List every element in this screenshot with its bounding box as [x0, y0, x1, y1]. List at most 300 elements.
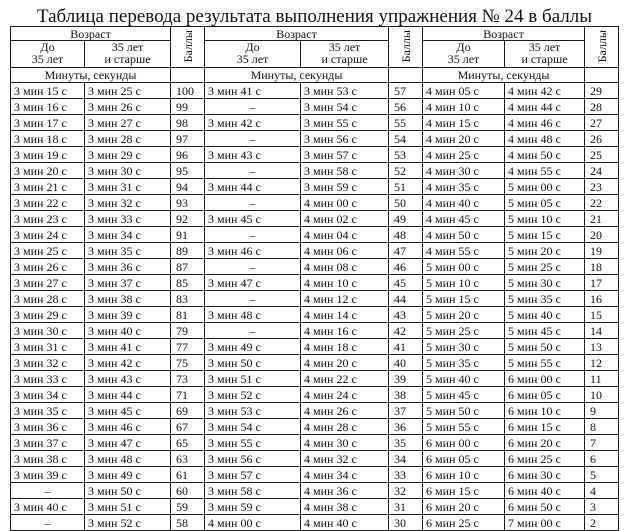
time-over-35-cell: 3 мин 44 с — [85, 387, 171, 403]
table-row — [11, 259, 205, 275]
table-row — [205, 387, 423, 403]
under-35-header-line2: 35 лет — [447, 52, 480, 66]
time-over-35-cell: 3 мин 35 с — [85, 243, 171, 259]
time-under-35-cell: 3 мин 19 с — [11, 147, 85, 163]
points-cell: 57 — [389, 83, 423, 99]
time-under-35-cell: 4 мин 35 с — [423, 179, 505, 195]
score-table-block-1 — [10, 26, 205, 531]
points-cell: 29 — [585, 83, 619, 99]
points-cell: 15 — [585, 307, 619, 323]
table-row — [205, 147, 423, 163]
points-cell: 18 — [585, 259, 619, 275]
time-over-35-cell: 4 мин 40 с — [301, 515, 389, 531]
points-cell: 37 — [389, 403, 423, 419]
table-row — [423, 419, 619, 435]
points-cell: 43 — [389, 307, 423, 323]
time-over-35-cell: 4 мин 12 с — [301, 291, 389, 307]
points-cell: 67 — [171, 419, 205, 435]
time-under-35-cell: – — [205, 99, 301, 115]
points-cell: 2 — [585, 515, 619, 531]
points-cell: 45 — [389, 275, 423, 291]
table-row — [205, 483, 423, 499]
time-under-35-cell: – — [205, 131, 301, 147]
points-cell: 91 — [171, 227, 205, 243]
points-cell: 26 — [585, 131, 619, 147]
time-under-35-cell: 5 мин 40 с — [423, 371, 505, 387]
time-over-35-cell: 3 мин 54 с — [301, 99, 389, 115]
time-under-35-cell: 3 мин 39 с — [11, 467, 85, 483]
time-over-35-cell: 4 мин 38 с — [301, 499, 389, 515]
time-over-35-cell: 5 мин 35 с — [505, 291, 585, 307]
over-35-header — [301, 41, 389, 68]
time-over-35-cell: 3 мин 47 с — [85, 435, 171, 451]
points-cell: 85 — [171, 275, 205, 291]
table-row — [423, 115, 619, 131]
points-cell: 22 — [585, 195, 619, 211]
points-cell: 95 — [171, 163, 205, 179]
table-row — [423, 147, 619, 163]
points-cell: 50 — [389, 195, 423, 211]
time-under-35-cell: 3 мин 28 с — [11, 291, 85, 307]
time-over-35-cell: 4 мин 44 с — [505, 99, 585, 115]
time-over-35-cell: 3 мин 56 с — [301, 131, 389, 147]
time-over-35-cell: 4 мин 02 с — [301, 211, 389, 227]
points-cell: 17 — [585, 275, 619, 291]
time-over-35-cell: 3 мин 27 с — [85, 115, 171, 131]
over-35-header-line2: и старше — [521, 52, 568, 66]
table-row — [423, 211, 619, 227]
time-under-35-cell: 5 мин 00 с — [423, 259, 505, 275]
time-under-35-cell: 4 мин 15 с — [423, 115, 505, 131]
points-cell: 54 — [389, 131, 423, 147]
header-row-units — [423, 68, 619, 83]
points-cell: 48 — [389, 227, 423, 243]
time-under-35-cell: 3 мин 47 с — [205, 275, 301, 291]
points-cell: 31 — [389, 499, 423, 515]
table-row — [205, 339, 423, 355]
time-under-35-cell: 4 мин 05 с — [423, 83, 505, 99]
time-under-35-cell: 3 мин 34 с — [11, 387, 85, 403]
time-under-35-cell: 3 мин 29 с — [11, 307, 85, 323]
header-row-age — [11, 27, 205, 41]
time-over-35-cell: 3 мин 39 с — [85, 307, 171, 323]
time-under-35-cell: 5 мин 20 с — [423, 307, 505, 323]
table-row — [423, 371, 619, 387]
time-over-35-cell: 4 мин 26 с — [301, 403, 389, 419]
table-row — [423, 163, 619, 179]
time-under-35-cell: 4 мин 25 с — [423, 147, 505, 163]
over-35-header-line1: 35 лет — [528, 40, 561, 54]
time-over-35-cell: 6 мин 20 с — [505, 435, 585, 451]
time-over-35-cell: 3 мин 43 с — [85, 371, 171, 387]
time-under-35-cell: 3 мин 37 с — [11, 435, 85, 451]
table-row — [11, 515, 205, 531]
points-cell: 51 — [389, 179, 423, 195]
time-under-35-cell: 3 мин 59 с — [205, 499, 301, 515]
points-cell: 16 — [585, 291, 619, 307]
time-over-35-cell: 6 мин 00 с — [505, 371, 585, 387]
table-row — [11, 451, 205, 467]
time-under-35-cell: 3 мин 21 с — [11, 179, 85, 195]
time-under-35-cell: 3 мин 54 с — [205, 419, 301, 435]
time-over-35-cell: 4 мин 20 с — [301, 355, 389, 371]
age-header: Возраст — [11, 27, 171, 41]
points-cell: 19 — [585, 243, 619, 259]
points-cell: 79 — [171, 323, 205, 339]
time-over-35-cell: 3 мин 31 с — [85, 179, 171, 195]
time-under-35-cell: 3 мин 15 с — [11, 83, 85, 99]
table-row — [423, 291, 619, 307]
time-over-35-cell: 4 мин 18 с — [301, 339, 389, 355]
time-under-35-cell: 6 мин 20 с — [423, 499, 505, 515]
points-cell: 55 — [389, 115, 423, 131]
points-cell: 49 — [389, 211, 423, 227]
time-under-35-cell: 3 мин 51 с — [205, 371, 301, 387]
time-under-35-cell: 3 мин 58 с — [205, 483, 301, 499]
time-over-35-cell: 3 мин 46 с — [85, 419, 171, 435]
time-over-35-cell: 7 мин 00 с — [505, 515, 585, 531]
time-under-35-cell: 3 мин 27 с — [11, 275, 85, 291]
time-over-35-cell: 6 мин 40 с — [505, 483, 585, 499]
points-cell: 20 — [585, 227, 619, 243]
time-under-35-cell: 3 мин 50 с — [205, 355, 301, 371]
points-cell: 25 — [585, 147, 619, 163]
time-over-35-cell: 6 мин 50 с — [505, 499, 585, 515]
points-cell: 32 — [389, 483, 423, 499]
table-row — [423, 83, 619, 99]
table-row — [11, 435, 205, 451]
time-under-35-cell: 3 мин 53 с — [205, 403, 301, 419]
table-row — [205, 179, 423, 195]
table-row — [205, 323, 423, 339]
time-over-35-cell: 4 мин 42 с — [505, 83, 585, 99]
time-under-35-cell: – — [205, 291, 301, 307]
time-under-35-cell: 3 мин 56 с — [205, 451, 301, 467]
time-under-35-cell: 3 мин 55 с — [205, 435, 301, 451]
time-under-35-cell: 3 мин 23 с — [11, 211, 85, 227]
over-35-header — [505, 41, 585, 68]
table-row — [205, 131, 423, 147]
points-cell: 24 — [585, 163, 619, 179]
table-row — [205, 371, 423, 387]
time-under-35-cell: 3 мин 25 с — [11, 243, 85, 259]
table-row — [11, 323, 205, 339]
time-over-35-cell: 3 мин 29 с — [85, 147, 171, 163]
time-under-35-cell: 5 мин 15 с — [423, 291, 505, 307]
table-row — [423, 355, 619, 371]
time-under-35-cell: 3 мин 26 с — [11, 259, 85, 275]
time-over-35-cell: 5 мин 30 с — [505, 275, 585, 291]
points-cell: 56 — [389, 99, 423, 115]
table-row — [11, 227, 205, 243]
time-over-35-cell: 4 мин 30 с — [301, 435, 389, 451]
time-under-35-cell: 5 мин 50 с — [423, 403, 505, 419]
points-cell: 97 — [171, 131, 205, 147]
time-under-35-cell: 3 мин 48 с — [205, 307, 301, 323]
time-over-35-cell: 5 мин 00 с — [505, 179, 585, 195]
under-35-header-line1: До — [456, 40, 471, 54]
time-over-35-cell: 6 мин 25 с — [505, 451, 585, 467]
table-row — [11, 179, 205, 195]
time-under-35-cell: 4 мин 30 с — [423, 163, 505, 179]
points-cell: 58 — [171, 515, 205, 531]
points-cell: 73 — [171, 371, 205, 387]
points-cell: 77 — [171, 339, 205, 355]
table-row — [423, 467, 619, 483]
points-cell: 69 — [171, 403, 205, 419]
table-row — [11, 243, 205, 259]
points-cell: 33 — [389, 467, 423, 483]
table-row — [205, 435, 423, 451]
points-cell: 36 — [389, 419, 423, 435]
time-under-35-cell: 4 мин 55 с — [423, 243, 505, 259]
points-cell: 87 — [171, 259, 205, 275]
time-under-35-cell: 3 мин 36 с — [11, 419, 85, 435]
table-row — [423, 451, 619, 467]
table-row — [423, 339, 619, 355]
time-over-35-cell: 4 мин 00 с — [301, 195, 389, 211]
table-row — [423, 259, 619, 275]
points-cell: 52 — [389, 163, 423, 179]
time-under-35-cell: 3 мин 33 с — [11, 371, 85, 387]
table-row — [205, 211, 423, 227]
score-table-block-2 — [204, 26, 423, 531]
points-cell: 12 — [585, 355, 619, 371]
page-title: Таблица перевода результата выполнения упражнения № 24 в баллы — [36, 6, 593, 27]
time-over-35-cell: 4 мин 14 с — [301, 307, 389, 323]
time-under-35-cell: – — [205, 163, 301, 179]
time-over-35-cell: 5 мин 40 с — [505, 307, 585, 323]
points-cell: 63 — [171, 451, 205, 467]
points-cell: 11 — [585, 371, 619, 387]
time-over-35-cell: 3 мин 41 с — [85, 339, 171, 355]
table-row — [205, 99, 423, 115]
time-under-35-cell: 4 мин 45 с — [423, 211, 505, 227]
header-row-units — [205, 68, 423, 83]
time-over-35-cell: 4 мин 28 с — [301, 419, 389, 435]
time-over-35-cell: 4 мин 24 с — [301, 387, 389, 403]
table-row — [205, 307, 423, 323]
time-under-35-cell: 4 мин 40 с — [423, 195, 505, 211]
time-under-35-cell: 3 мин 24 с — [11, 227, 85, 243]
table-row — [11, 131, 205, 147]
time-over-35-cell: 4 мин 48 с — [505, 131, 585, 147]
time-under-35-cell: 5 мин 30 с — [423, 339, 505, 355]
under-35-header — [205, 41, 301, 68]
time-over-35-cell: 4 мин 46 с — [505, 115, 585, 131]
units-header: Минуты, секунды — [423, 68, 585, 83]
age-header: Возраст — [423, 27, 585, 41]
points-header — [171, 27, 205, 68]
table-row — [205, 291, 423, 307]
time-over-35-cell: 3 мин 26 с — [85, 99, 171, 115]
points-cell: 40 — [389, 355, 423, 371]
table-row — [11, 419, 205, 435]
points-cell: 61 — [171, 467, 205, 483]
time-under-35-cell: 6 мин 15 с — [423, 483, 505, 499]
table-row — [423, 499, 619, 515]
table-row — [11, 163, 205, 179]
table-row — [11, 371, 205, 387]
table-row — [11, 99, 205, 115]
table-row — [11, 307, 205, 323]
points-header-label: Баллы — [594, 29, 609, 63]
time-over-35-cell: 3 мин 57 с — [301, 147, 389, 163]
over-35-header-line1: 35 лет — [328, 40, 361, 54]
under-35-header-line1: До — [245, 40, 260, 54]
points-cell: 23 — [585, 179, 619, 195]
table-row — [205, 83, 423, 99]
table-row — [423, 515, 619, 531]
table-row — [205, 355, 423, 371]
over-35-header-line2: и старше — [104, 52, 151, 66]
table-row — [11, 467, 205, 483]
time-over-35-cell: 6 мин 10 с — [505, 403, 585, 419]
points-cell: 8 — [585, 419, 619, 435]
time-over-35-cell: 3 мин 51 с — [85, 499, 171, 515]
time-under-35-cell: – — [205, 323, 301, 339]
units-header: Минуты, секунды — [11, 68, 171, 83]
time-under-35-cell: 4 мин 00 с — [205, 515, 301, 531]
time-over-35-cell: 4 мин 34 с — [301, 467, 389, 483]
points-header — [585, 27, 619, 68]
table-row — [11, 339, 205, 355]
points-cell: 98 — [171, 115, 205, 131]
units-header: Минуты, секунды — [205, 68, 389, 83]
table-row — [205, 227, 423, 243]
over-35-header — [85, 41, 171, 68]
units-header-blank — [389, 68, 423, 83]
time-over-35-cell: 3 мин 48 с — [85, 451, 171, 467]
points-cell: 35 — [389, 435, 423, 451]
table-row — [11, 387, 205, 403]
table-row — [11, 403, 205, 419]
time-over-35-cell: 4 мин 36 с — [301, 483, 389, 499]
time-under-35-cell: 3 мин 38 с — [11, 451, 85, 467]
table-row — [11, 499, 205, 515]
table-row — [205, 243, 423, 259]
points-cell: 41 — [389, 339, 423, 355]
under-35-header-line2: 35 лет — [31, 52, 64, 66]
time-over-35-cell: 3 мин 45 с — [85, 403, 171, 419]
points-cell: 27 — [585, 115, 619, 131]
points-header-label: Баллы — [398, 29, 413, 63]
points-cell: 47 — [389, 243, 423, 259]
time-over-35-cell: 4 мин 10 с — [301, 275, 389, 291]
points-cell: 46 — [389, 259, 423, 275]
points-cell: 71 — [171, 387, 205, 403]
table-row — [423, 179, 619, 195]
over-35-header-line1: 35 лет — [111, 40, 144, 54]
time-over-35-cell: 5 мин 50 с — [505, 339, 585, 355]
time-over-35-cell: 3 мин 28 с — [85, 131, 171, 147]
time-under-35-cell: – — [205, 227, 301, 243]
table-row — [423, 227, 619, 243]
under-35-header-line2: 35 лет — [236, 52, 269, 66]
time-over-35-cell: 3 мин 36 с — [85, 259, 171, 275]
time-under-35-cell: 3 мин 41 с — [205, 83, 301, 99]
time-over-35-cell: 4 мин 16 с — [301, 323, 389, 339]
table-row — [205, 419, 423, 435]
table-row — [11, 483, 205, 499]
time-under-35-cell: 4 мин 20 с — [423, 131, 505, 147]
time-under-35-cell: 3 мин 45 с — [205, 211, 301, 227]
time-under-35-cell: 3 мин 35 с — [11, 403, 85, 419]
time-under-35-cell: 3 мин 30 с — [11, 323, 85, 339]
time-under-35-cell: 3 мин 22 с — [11, 195, 85, 211]
time-under-35-cell: 5 мин 35 с — [423, 355, 505, 371]
time-under-35-cell: – — [11, 483, 85, 499]
time-under-35-cell: – — [205, 259, 301, 275]
table-row — [11, 275, 205, 291]
table-row — [11, 211, 205, 227]
time-under-35-cell: 3 мин 20 с — [11, 163, 85, 179]
points-cell: 38 — [389, 387, 423, 403]
points-cell: 89 — [171, 243, 205, 259]
time-over-35-cell: 5 мин 15 с — [505, 227, 585, 243]
points-cell: 42 — [389, 323, 423, 339]
table-row — [11, 291, 205, 307]
points-cell: 94 — [171, 179, 205, 195]
time-over-35-cell: 3 мин 58 с — [301, 163, 389, 179]
table-row — [11, 355, 205, 371]
time-under-35-cell: 6 мин 00 с — [423, 435, 505, 451]
units-header-blank — [171, 68, 205, 83]
time-over-35-cell: 3 мин 49 с — [85, 467, 171, 483]
table-row — [423, 307, 619, 323]
points-cell: 9 — [585, 403, 619, 419]
time-over-35-cell: 3 мин 32 с — [85, 195, 171, 211]
time-over-35-cell: 4 мин 04 с — [301, 227, 389, 243]
time-over-35-cell: 6 мин 15 с — [505, 419, 585, 435]
time-over-35-cell: 3 мин 40 с — [85, 323, 171, 339]
under-35-header — [423, 41, 505, 68]
points-cell: 4 — [585, 483, 619, 499]
time-under-35-cell: – — [205, 195, 301, 211]
header-row-age — [423, 27, 619, 41]
points-cell: 21 — [585, 211, 619, 227]
time-over-35-cell: 6 мин 05 с — [505, 387, 585, 403]
points-cell: 75 — [171, 355, 205, 371]
time-over-35-cell: 4 мин 32 с — [301, 451, 389, 467]
table-row — [11, 195, 205, 211]
table-row — [205, 451, 423, 467]
time-over-35-cell: 4 мин 22 с — [301, 371, 389, 387]
points-cell: 93 — [171, 195, 205, 211]
time-over-35-cell: 3 мин 33 с — [85, 211, 171, 227]
points-cell: 65 — [171, 435, 205, 451]
points-cell: 7 — [585, 435, 619, 451]
points-cell: 96 — [171, 147, 205, 163]
time-over-35-cell: 4 мин 06 с — [301, 243, 389, 259]
table-row — [423, 275, 619, 291]
table-row — [423, 195, 619, 211]
time-over-35-cell: 6 мин 30 с — [505, 467, 585, 483]
time-over-35-cell: 3 мин 55 с — [301, 115, 389, 131]
time-over-35-cell: 3 мин 59 с — [301, 179, 389, 195]
time-under-35-cell: 3 мин 16 с — [11, 99, 85, 115]
time-over-35-cell: 3 мин 53 с — [301, 83, 389, 99]
table-row — [423, 243, 619, 259]
time-over-35-cell: 4 мин 55 с — [505, 163, 585, 179]
table-row — [423, 131, 619, 147]
points-cell: 53 — [389, 147, 423, 163]
time-under-35-cell: – — [11, 515, 85, 531]
time-over-35-cell: 3 мин 37 с — [85, 275, 171, 291]
units-header-blank — [585, 68, 619, 83]
time-under-35-cell: 3 мин 44 с — [205, 179, 301, 195]
time-under-35-cell: 3 мин 18 с — [11, 131, 85, 147]
